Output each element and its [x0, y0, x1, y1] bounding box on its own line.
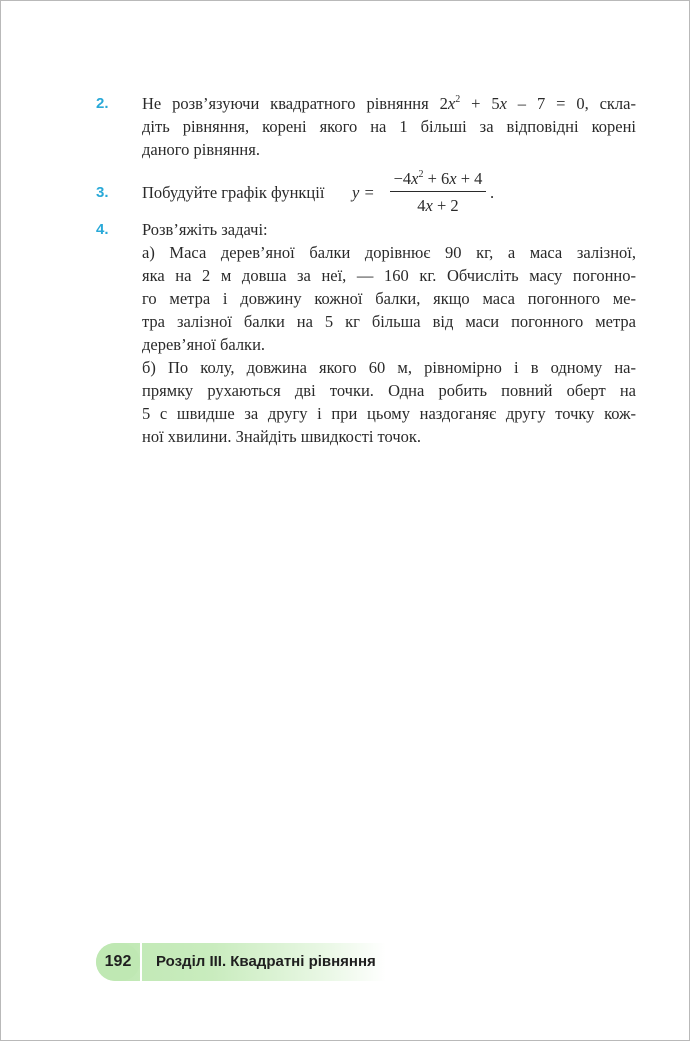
- task-b-line: прямку рухаються дві точки. Одна робить повний оберт на: [142, 381, 636, 400]
- text-line: діть рівняння, корені якого на 1 більші за відповідні корені: [142, 117, 636, 136]
- fraction-bar: [390, 191, 486, 192]
- fraction-denominator: 4x + 2: [417, 196, 459, 215]
- footer-divider: [140, 943, 142, 981]
- problem-number: 4.: [96, 221, 109, 238]
- y-equals: y =: [352, 183, 375, 202]
- problem-intro: Розв’яжіть задачі:: [142, 220, 268, 239]
- fraction-numerator: $-4x^2 + 6x + 4$: [393, 169, 483, 188]
- problem-number: 2.: [96, 95, 109, 112]
- task-a-line: яка на 2 м довша за неї, — 160 кг. Обчисліть масу погонно-: [142, 266, 636, 285]
- function-label: Побудуйте графік функції: [142, 183, 325, 202]
- fraction-formula: [352, 167, 512, 213]
- chapter-title: Розділ ІІІ. Квадратні рівняння: [156, 953, 376, 970]
- task-a-line: дерев’яної балки.: [142, 335, 266, 354]
- page-number: 192: [96, 943, 140, 981]
- problem-text: [142, 92, 636, 161]
- task-a-line: а) Маса дерев’яної балки дорівнює 90 кг, а маса залізної,: [142, 243, 636, 262]
- problem-text: [142, 218, 636, 448]
- page-footer: [96, 943, 386, 981]
- period: .: [490, 183, 495, 202]
- task-a-line: тра залізної балки на 5 кг більша від маси погонного метра: [142, 312, 636, 331]
- task-b-line: 5 с швидше за другу і при цьому наздоганяє другу точку кож-: [142, 404, 636, 423]
- task-b-line: ної хвилини. Знайдіть швидкості точок.: [142, 427, 422, 446]
- task-b-line: б) По колу, довжина якого 60 м, рівномірно і в одному на-: [142, 358, 636, 377]
- text-line: даного рівняння.: [142, 140, 260, 159]
- problem-number: 3.: [96, 184, 109, 201]
- task-a-line: го метра і довжину кожної балки, якщо маса погонного ме-: [142, 289, 636, 308]
- text-line: Не розв’язуючи квадратного рівняння $2x^2 + 5x - 7 = 0$, скла-: [142, 94, 636, 113]
